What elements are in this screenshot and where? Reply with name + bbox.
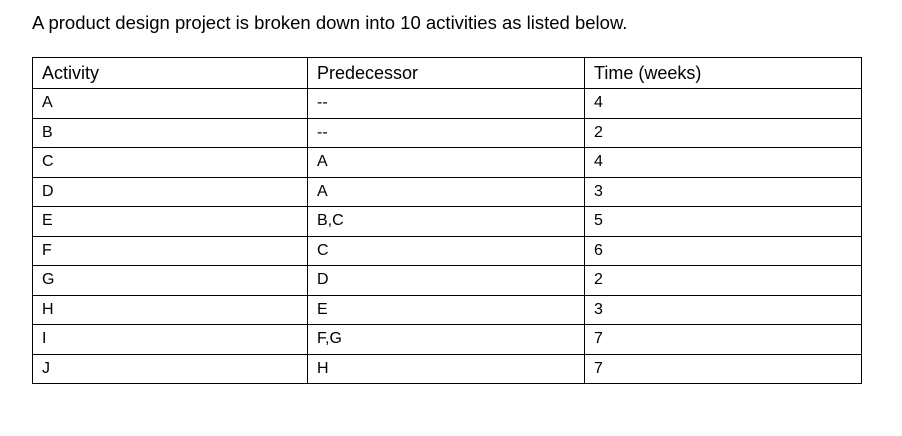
time-cell: 2 [585, 266, 862, 296]
header-activity: Activity [33, 58, 308, 89]
activity-cell: H [33, 295, 308, 325]
table-row [33, 207, 862, 237]
time-cell: 3 [585, 295, 862, 325]
predecessor-cell: H [308, 354, 585, 384]
predecessor-cell: A [308, 148, 585, 178]
time-cell: 5 [585, 207, 862, 237]
predecessor-cell: B,C [308, 207, 585, 237]
table-row [33, 118, 862, 148]
table-row [33, 89, 862, 119]
table-row [33, 295, 862, 325]
activity-cell: G [33, 266, 308, 296]
time-cell: 7 [585, 325, 862, 355]
header-time: Time (weeks) [585, 58, 862, 89]
header-predecessor: Predecessor [308, 58, 585, 89]
activity-cell: C [33, 148, 308, 178]
table-row [33, 148, 862, 178]
activity-cell: J [33, 354, 308, 384]
time-cell: 4 [585, 89, 862, 119]
table-row [33, 354, 862, 384]
table-header-row [33, 58, 862, 89]
predecessor-cell: C [308, 236, 585, 266]
time-cell: 6 [585, 236, 862, 266]
activity-cell: D [33, 177, 308, 207]
table-row [33, 236, 862, 266]
time-cell: 2 [585, 118, 862, 148]
predecessor-cell: E [308, 295, 585, 325]
predecessor-cell: D [308, 266, 585, 296]
time-cell: 4 [585, 148, 862, 178]
activity-cell: E [33, 207, 308, 237]
activity-cell: A [33, 89, 308, 119]
predecessor-cell: F,G [308, 325, 585, 355]
intro-text: A product design project is broken down into 10 activities as listed below. [32, 12, 628, 33]
time-cell: 3 [585, 177, 862, 207]
predecessor-cell: -- [308, 118, 585, 148]
time-cell: 7 [585, 354, 862, 384]
activity-cell: I [33, 325, 308, 355]
table-row [33, 177, 862, 207]
table-row [33, 266, 862, 296]
table-row [33, 325, 862, 355]
predecessor-cell: A [308, 177, 585, 207]
activity-cell: F [33, 236, 308, 266]
activity-table [32, 57, 862, 384]
predecessor-cell: -- [308, 89, 585, 119]
activity-cell: B [33, 118, 308, 148]
